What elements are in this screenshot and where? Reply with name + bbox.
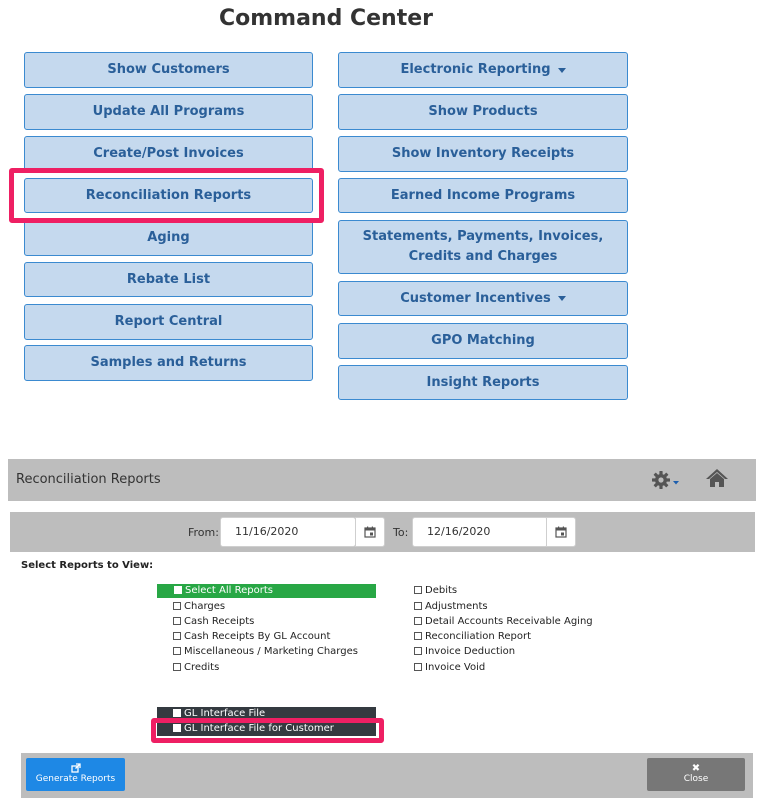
- show-customers-button[interactable]: Show Customers: [24, 52, 313, 88]
- caret-down-icon: [558, 296, 566, 301]
- report-option[interactable]: [414, 630, 531, 644]
- create-post-invoices-button[interactable]: Create/Post Invoices: [24, 136, 313, 172]
- external-link-icon: [26, 763, 125, 774]
- statements-payments-button[interactable]: Statements, Payments, Invoices, Credits and Charges: [338, 220, 628, 274]
- report-option-label: Debits: [425, 585, 458, 596]
- checkbox[interactable]: [173, 632, 181, 640]
- samples-and-returns-button[interactable]: Samples and Returns: [24, 345, 313, 381]
- report-option-label: Credits: [184, 662, 220, 673]
- checkbox[interactable]: [414, 663, 422, 671]
- report-option-label: Reconciliation Report: [425, 631, 532, 642]
- report-option-label: Charges: [184, 601, 226, 612]
- report-option[interactable]: [414, 584, 457, 598]
- checkbox[interactable]: [173, 617, 181, 625]
- report-option-label: Invoice Deduction: [425, 646, 516, 657]
- checkbox[interactable]: [414, 586, 422, 594]
- panel-title: Reconciliation Reports: [16, 472, 161, 487]
- to-date-input[interactable]: 12/16/2020: [412, 517, 548, 547]
- report-option-label: Detail Accounts Receivable Aging: [425, 616, 593, 627]
- reconciliation-reports-button[interactable]: Reconciliation Reports: [24, 178, 313, 213]
- checkbox[interactable]: [173, 663, 181, 671]
- report-central-button[interactable]: Report Central: [24, 304, 313, 340]
- calendar-icon[interactable]: [546, 517, 576, 547]
- aging-button[interactable]: Aging: [24, 220, 313, 256]
- report-option[interactable]: [414, 645, 515, 659]
- report-option-label: Invoice Void: [425, 662, 486, 673]
- report-option-label: Cash Receipts: [184, 616, 255, 627]
- gear-icon[interactable]: [651, 468, 683, 492]
- select-all-label: Select All Reports: [185, 585, 273, 596]
- checkbox[interactable]: [414, 602, 422, 610]
- date-range-bar: [10, 512, 755, 552]
- highlight-frame: [151, 718, 384, 743]
- caret-down-icon: [558, 68, 566, 73]
- update-all-programs-button[interactable]: Update All Programs: [24, 94, 313, 130]
- close-button[interactable]: [647, 758, 745, 791]
- footer-bar: [21, 753, 753, 798]
- electronic-reporting-label: Electronic Reporting: [400, 62, 551, 77]
- checkbox[interactable]: [173, 709, 181, 717]
- report-option[interactable]: [173, 645, 358, 659]
- select-all-reports-checkbox[interactable]: [157, 584, 376, 598]
- report-option-label: Cash Receipts By GL Account: [184, 631, 331, 642]
- report-option-label: Miscellaneous / Marketing Charges: [184, 646, 358, 657]
- report-option-label: Adjustments: [425, 601, 488, 612]
- rebate-list-button[interactable]: Rebate List: [24, 262, 313, 297]
- checkbox[interactable]: [173, 647, 181, 655]
- electronic-reporting-button[interactable]: [338, 52, 628, 88]
- report-option[interactable]: [173, 600, 225, 614]
- insight-reports-button[interactable]: Insight Reports: [338, 365, 628, 400]
- earned-income-programs-button[interactable]: Earned Income Programs: [338, 178, 628, 213]
- checkbox[interactable]: [173, 602, 181, 610]
- report-option[interactable]: [414, 600, 488, 614]
- close-icon: ✖: [691, 763, 701, 774]
- select-reports-title: Select Reports to View:: [21, 560, 154, 571]
- gl-interface-label: GL Interface File: [184, 708, 266, 719]
- gpo-matching-button[interactable]: GPO Matching: [338, 323, 628, 359]
- generate-reports-label: Generate Reports: [35, 774, 116, 784]
- page-title: Command Center: [218, 6, 434, 31]
- customer-incentives-button[interactable]: [338, 281, 628, 316]
- generate-reports-button[interactable]: [26, 758, 125, 791]
- report-option[interactable]: [414, 615, 593, 629]
- panel-header: [8, 459, 756, 501]
- report-option[interactable]: [173, 615, 254, 629]
- report-option[interactable]: [173, 630, 330, 644]
- from-label: From:: [188, 526, 219, 539]
- calendar-icon[interactable]: [355, 517, 385, 547]
- show-products-button[interactable]: Show Products: [338, 94, 628, 130]
- report-option[interactable]: [173, 661, 219, 675]
- checkbox[interactable]: [414, 617, 422, 625]
- customer-incentives-label: Customer Incentives: [400, 290, 551, 306]
- close-label: Close: [683, 774, 709, 784]
- checkbox[interactable]: [174, 586, 182, 594]
- to-label: To:: [393, 526, 409, 539]
- checkbox[interactable]: [414, 647, 422, 655]
- report-option[interactable]: [414, 661, 485, 675]
- highlight-frame: [9, 168, 324, 223]
- home-icon[interactable]: [705, 467, 729, 491]
- checkbox[interactable]: [414, 632, 422, 640]
- gl-interface-ci-label: GL Interface File for Customer Incentives: [173, 723, 334, 748]
- show-inventory-receipts-button[interactable]: Show Inventory Receipts: [338, 136, 628, 172]
- from-date-input[interactable]: 11/16/2020: [220, 517, 356, 547]
